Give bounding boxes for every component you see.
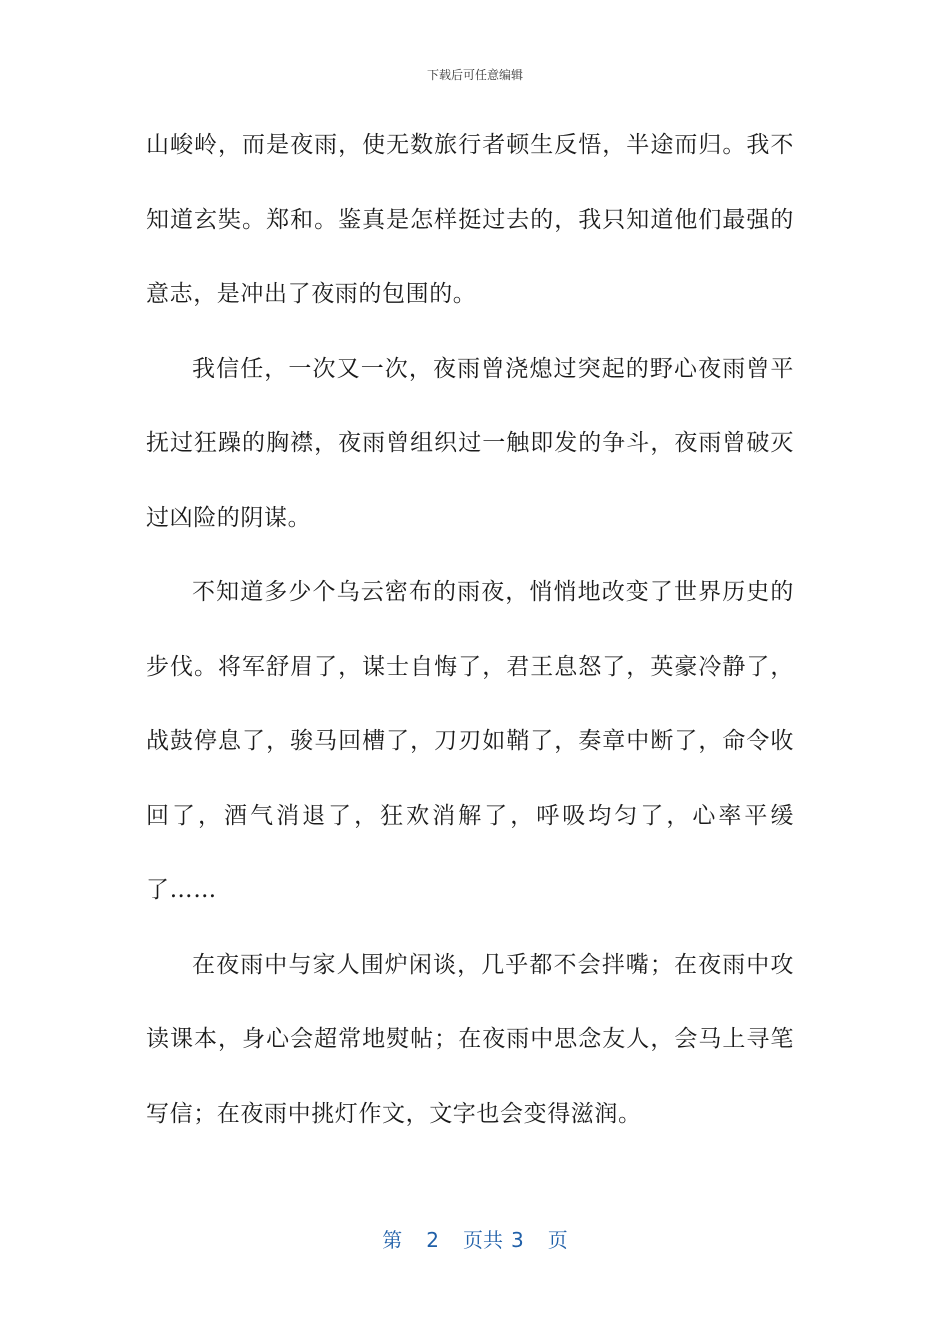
paragraph-3: 不知道多少个乌云密布的雨夜，悄悄地改变了世界历史的步伐。将军舒眉了，谋士自悔了，君王息怒了，英豪冷静了，战鼓停息了，骏马回槽了，刀刃如鞘了，奏章中断了，命令收回了，酒气消退了，狂欢消解了，呼吸均匀了，心率平缓了…… <box>146 579 794 903</box>
paragraph-2: 我信任，一次又一次，夜雨曾浇熄过突起的野心夜雨曾平抚过狂躁的胸襟，夜雨曾组织过一触即发的争斗，夜雨曾破灭过凶险的阴谋。 <box>146 355 794 531</box>
footer-prefix: 第 <box>382 1228 403 1252</box>
body-text <box>146 108 794 1151</box>
footer-middle: 页共 <box>463 1228 503 1252</box>
footer-total-pages: 3 <box>511 1228 524 1252</box>
header-note: 下载后可任意编辑 <box>426 68 523 82</box>
paragraph-1: 山峻岭，而是夜雨，使无数旅行者顿生反悟，半途而归。我不知道玄奘。郑和。鉴真是怎样挺过去的，我只知道他们最强的意志，是冲出了夜雨的包围的。 <box>146 132 794 307</box>
footer-suffix: 页 <box>547 1228 568 1252</box>
paragraph-4: 在夜雨中与家人围炉闲谈，几乎都不会拌嘴；在夜雨中攻读课本，身心会超常地熨帖；在夜雨中思念友人，会马上寻笔写信；在夜雨中挑灯作文，文字也会变得滋润。 <box>146 951 794 1127</box>
page-footer <box>0 1224 950 1253</box>
footer-page-number: 2 <box>426 1228 439 1252</box>
